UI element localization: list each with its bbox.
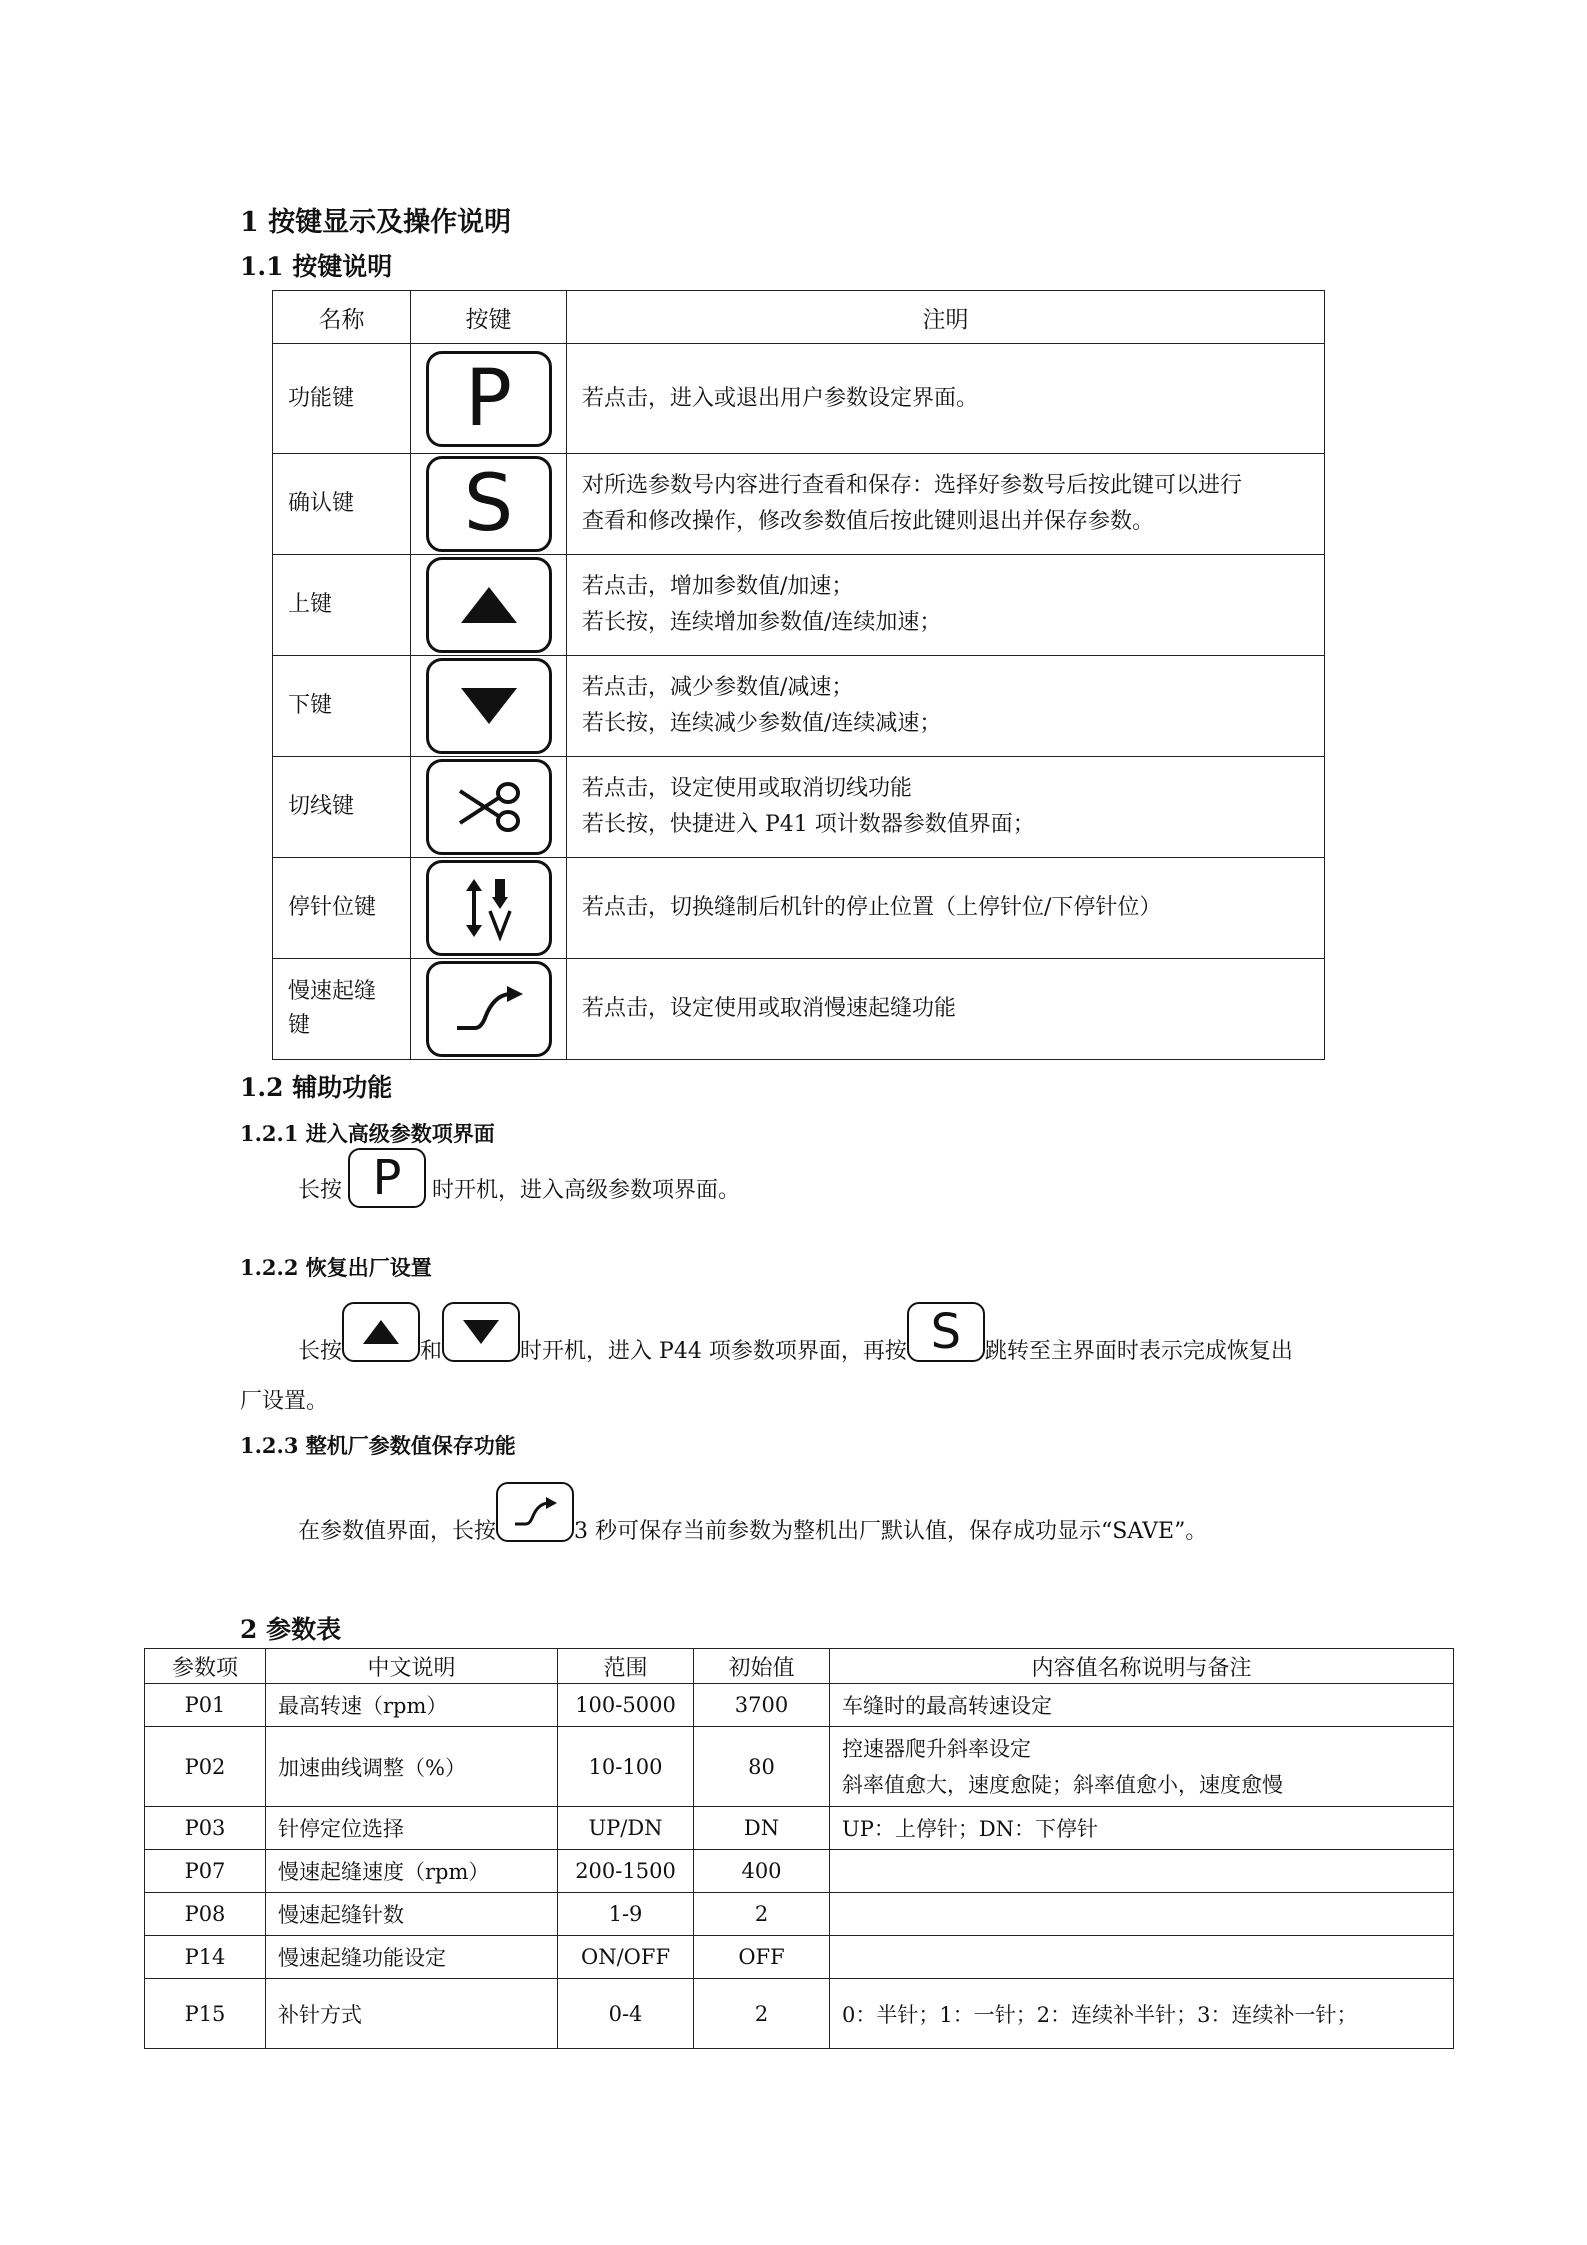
param-desc: 最高转速（rpm）	[266, 1684, 558, 1727]
param-desc: 慢速起缝针数	[266, 1893, 558, 1936]
table-row	[273, 344, 1325, 454]
key-note-line: 对所选参数号内容进行查看和保存：选择好参数号后按此键可以进行	[582, 473, 1243, 498]
table-row	[273, 959, 1325, 1060]
param-default: 3700	[694, 1684, 830, 1727]
key-name: 功能键	[273, 344, 411, 454]
header-key: 按键	[411, 291, 567, 344]
key-note: 若点击，进入或退出用户参数设定界面。	[567, 344, 1325, 454]
section-1-2-2-title: 1.2.2 恢复出厂设置	[240, 1255, 432, 1280]
param-note	[830, 1893, 1454, 1936]
section-1-1-title: 1.1 按键说明	[240, 252, 393, 281]
table-row	[273, 757, 1325, 858]
down-triangle-key-icon	[426, 658, 552, 754]
param-id: P08	[145, 1893, 266, 1936]
header-desc: 中文说明	[266, 1649, 558, 1684]
param-range: 100-5000	[558, 1684, 694, 1727]
header-default: 初始值	[694, 1649, 830, 1684]
key-name: 下键	[273, 656, 411, 757]
slow-start-key-icon	[496, 1482, 574, 1542]
param-desc: 补针方式	[266, 1979, 558, 2049]
key-note: 若点击，切换缝制后机针的停止位置（上停针位/下停针位）	[567, 858, 1325, 959]
table-row	[273, 656, 1325, 757]
key-name: 确认键	[273, 454, 411, 555]
param-range: 1-9	[558, 1893, 694, 1936]
header-note: 注明	[567, 291, 1325, 344]
text-fragment: 跳转至主界面时表示完成恢复出	[984, 1339, 1293, 1364]
header-range: 范围	[558, 1649, 694, 1684]
param-range: ON/OFF	[558, 1936, 694, 1979]
param-id: P01	[145, 1684, 266, 1727]
parameter-table	[144, 1648, 1454, 2049]
key-note-line: 若长按，快捷进入 P41 项计数器参数值界面；	[582, 812, 1035, 837]
section-1-2-1-text	[298, 1150, 741, 1208]
key-note-line: 若长按，连续减少参数值/连续减速；	[582, 711, 942, 736]
table-row	[145, 1850, 1454, 1893]
key-name: 停针位键	[273, 858, 411, 959]
parameter-table-header	[145, 1649, 1454, 1684]
text-fragment: 和	[420, 1339, 443, 1364]
header-note: 内容值名称说明与备注	[830, 1649, 1454, 1684]
key-name: 切线键	[273, 757, 411, 858]
param-default: DN	[694, 1807, 830, 1850]
param-desc: 慢速起缝速度（rpm）	[266, 1850, 558, 1893]
param-default: 2	[694, 1979, 830, 2049]
key-glyph: P	[372, 1150, 402, 1206]
param-note-line: 斜率值愈大，速度愈陡；斜率值愈小，速度愈慢	[842, 1772, 1283, 1797]
needle-position-key-icon	[426, 860, 552, 956]
section-2-title: 2 参数表	[240, 1615, 342, 1644]
header-name: 名称	[273, 291, 411, 344]
key-note-line: 若点击，减少参数值/减速；	[582, 675, 854, 700]
table-row	[273, 555, 1325, 656]
param-note: UP：上停针；DN：下停针	[830, 1807, 1454, 1850]
text-fragment: 长按	[298, 1177, 343, 1203]
key-name-line: 慢速起缝	[288, 979, 377, 1004]
param-id: P07	[145, 1850, 266, 1893]
param-range: 10-100	[558, 1727, 694, 1807]
table-row	[145, 1727, 1454, 1807]
key-note-line: 若点击，增加参数值/加速；	[582, 574, 854, 599]
scissors-key-icon	[426, 759, 552, 855]
param-range: 200-1500	[558, 1850, 694, 1893]
param-note	[830, 1936, 1454, 1979]
section-1-title: 1 按键显示及操作说明	[240, 207, 512, 238]
section-1-2-3-title: 1.2.3 整机厂参数值保存功能	[240, 1433, 516, 1458]
section-1-2-2-text-cont: 厂设置。	[240, 1389, 329, 1414]
param-desc: 慢速起缝功能设定	[266, 1936, 558, 1979]
key-name: 上键	[273, 555, 411, 656]
section-1-2-2-text	[298, 1298, 1293, 1365]
param-id: P14	[145, 1936, 266, 1979]
key-table-header	[273, 291, 1325, 344]
table-row	[145, 1807, 1454, 1850]
up-triangle-key-icon	[342, 1302, 420, 1362]
key-table	[272, 290, 1325, 1060]
key-glyph: S	[930, 1303, 962, 1360]
param-range: UP/DN	[558, 1807, 694, 1850]
param-default: 400	[694, 1850, 830, 1893]
key-note-line: 若长按，连续增加参数值/连续加速；	[582, 610, 942, 635]
param-default: OFF	[694, 1936, 830, 1979]
key-glyph: S	[463, 459, 514, 549]
p-key-icon	[426, 351, 552, 447]
section-1-2-3-text	[298, 1478, 1207, 1545]
text-fragment: 时开机，进入高级参数项界面。	[432, 1177, 741, 1203]
key-note-line: 若点击，设定使用或取消切线功能	[582, 776, 913, 801]
key-name-line: 键	[288, 1013, 311, 1038]
down-triangle-key-icon	[442, 1302, 520, 1362]
section-1-2-1-title: 1.2.1 进入高级参数项界面	[240, 1121, 495, 1146]
key-note: 若点击，设定使用或取消慢速起缝功能	[567, 959, 1325, 1060]
param-note: 0：半针；1：一针；2：连续补半针；3：连续补一针；	[830, 1979, 1454, 2049]
param-note: 车缝时的最高转速设定	[830, 1684, 1454, 1727]
param-id: P15	[145, 1979, 266, 2049]
param-desc: 加速曲线调整（%）	[266, 1727, 558, 1807]
param-default: 80	[694, 1727, 830, 1807]
header-id: 参数项	[145, 1649, 266, 1684]
text-fragment: 时开机，进入 P44 项参数项界面，再按	[520, 1339, 907, 1364]
param-id: P03	[145, 1807, 266, 1850]
text-fragment: 3 秒可保存当前参数为整机出厂默认值，保存成功显示“SAVE”。	[574, 1519, 1208, 1544]
key-glyph: P	[464, 353, 513, 444]
text-fragment: 长按	[298, 1339, 343, 1364]
section-1-2-title: 1.2 辅助功能	[240, 1073, 393, 1102]
table-row	[145, 1893, 1454, 1936]
param-default: 2	[694, 1893, 830, 1936]
table-row	[145, 1979, 1454, 2049]
slow-start-key-icon	[426, 961, 552, 1057]
param-desc: 针停定位选择	[266, 1807, 558, 1850]
table-row	[273, 858, 1325, 959]
text-fragment: 在参数值界面，长按	[298, 1519, 497, 1544]
s-key-icon	[426, 456, 552, 552]
table-row	[273, 454, 1325, 555]
up-triangle-key-icon	[426, 557, 552, 653]
p-key-icon	[348, 1148, 426, 1208]
table-row	[145, 1936, 1454, 1979]
table-row	[145, 1684, 1454, 1727]
param-note	[830, 1850, 1454, 1893]
s-key-icon	[907, 1302, 985, 1362]
key-note-line: 查看和修改操作，修改参数值后按此键则退出并保存参数。	[582, 509, 1155, 534]
param-id: P02	[145, 1727, 266, 1807]
param-note-line: 控速器爬升斜率设定	[842, 1736, 1031, 1761]
param-range: 0-4	[558, 1979, 694, 2049]
